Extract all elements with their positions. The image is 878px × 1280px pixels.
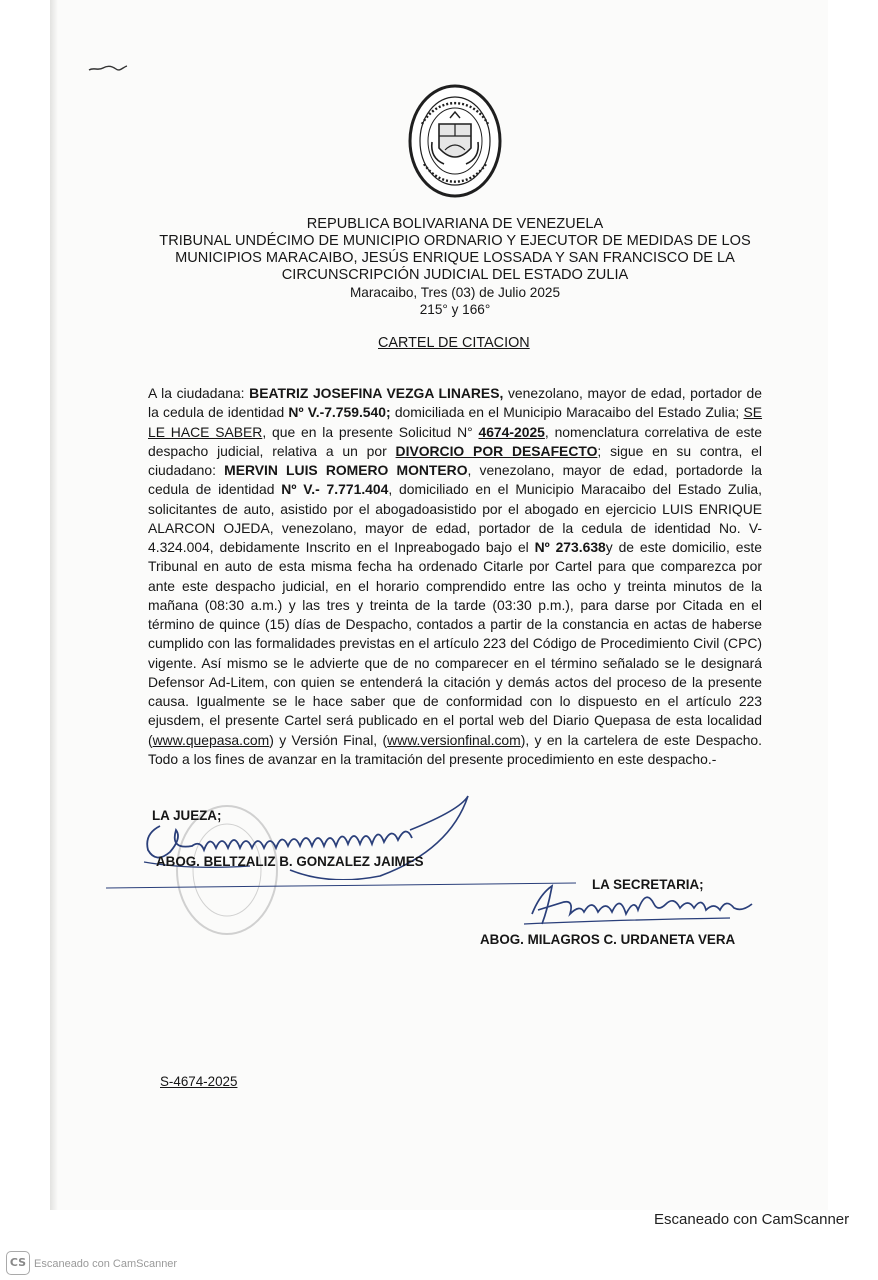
judge-name: ABOG. BELTZALIZ B. GONZALEZ JAIMES [156, 854, 424, 869]
header-court-line-1: TRIBUNAL UNDÉCIMO DE MUNICIPIO ORDNARIO Y EJECUTOR DE MEDIDAS DE LOS [159, 233, 751, 249]
scanner-watermark: Escaneado con CamScanner [654, 1211, 850, 1228]
secretary-name: ABOG. MILAGROS C. URDANETA VERA [480, 932, 736, 947]
case-number: 4674-2025 [478, 423, 545, 440]
court-header [100, 216, 810, 318]
case-reference: S-4674-2025 [160, 1074, 238, 1089]
citation-body [148, 384, 762, 769]
citation-paragraph: A la ciudadana: BEATRIZ JOSEFINA VEZGA LINARES, venezolano, mayor de edad, portador de la cedula de identidad Nº V.-7.759.540; domiciliada en el Municipio Maracaibo del Estado Zulia; SE LE HACE SABER, que en la presente Solicitud N° 4674-2025, nomenclatura correlativa de este despacho judicial, relativa a un por DIVORCIO POR DESAFECTO; sigue en su contra, el ciudadano: MERVIN LUIS ROMERO MONTERO, venezolano, mayor de edad, portadorde la cedula de identidad Nº V.- 7.771.404, domiciliado en el Municipio Maracaibo del Estado Zulia, solicitantes de auto, asistido por el abogadoasistido por el abogado en ejercicio LUIS ENRIQUE ALARCON OJEDA, venezolano, mayor de edad, portador de la cedula de identidad No. V- 4.324.004, debidamente Inscrito en el Inpreabogado bajo el Nº 273.638y de este domicilio, este Tribunal en auto de esta misma fecha ha ordenado Citarle por Cartel para que comparezca por ante este despacho judicial, en el horario comprendido entre las ocho y treinta minutos de la mañana (08:30 a.m.) y las tres y treinta de la tarde (03:30 p.m.), para darse por Citada en el término de quince (15) días de Despacho, contados a partir de la constancia en actas de haberse cumplido con las formalidades previstas en el artículo 223 del Código de Procedimiento Civil (CPC) vigente. Así mismo se le advierte que de no comparecer en el término señalado se le designará Defensor Ad-Litem, con quien se entenderá la citación y demás actos del proceso de la presente causa. Igualmente se le hace saber que de conformidad con lo dispuesto en el artículo 223 ejusdem, el presente Cartel será publicado en el portal web del Diario Quepasa de esta localidad (www.quepasa.com) y Versión Final, (www.versionfinal.com), y en la cartelera de este Despacho. Todo a los fines de avanzar en la tramitación del presente procedimiento en este despacho.- [148, 385, 763, 767]
case-type: DIVORCIO POR DESAFECTO [395, 442, 598, 459]
secretary-role: LA SECRETARIA; [592, 877, 704, 892]
quepasa-link[interactable]: www.quepasa.com [152, 731, 270, 748]
versionfinal-link[interactable]: www.versionfinal.com [387, 731, 521, 748]
header-years: 215° y 166° [419, 302, 491, 317]
header-court-line-2: MUNICIPIOS MARACAIBO, JESÚS ENRIQUE LOSSADA Y SAN FRANCISCO DE LA [175, 250, 735, 266]
scribble-mark [88, 62, 128, 74]
header-date: Maracaibo, Tres (03) de Julio 2025 [349, 285, 561, 300]
secretary-signature [520, 874, 760, 934]
scanner-small-caption: Escaneado con CamScanner [34, 1258, 178, 1270]
header-court-line-3: CIRCUNSCRIPCIÓN JUDICIAL DEL ESTADO ZULIA [281, 267, 629, 283]
coat-of-arms-seal-icon [408, 84, 502, 198]
camscanner-logo-icon: CS [6, 1251, 30, 1275]
judge-role: LA JUEZA; [152, 808, 222, 823]
header-country: REPUBLICA BOLIVARIANA DE VENEZUELA [306, 216, 604, 232]
document-title: CARTEL DE CITACION [378, 335, 530, 351]
